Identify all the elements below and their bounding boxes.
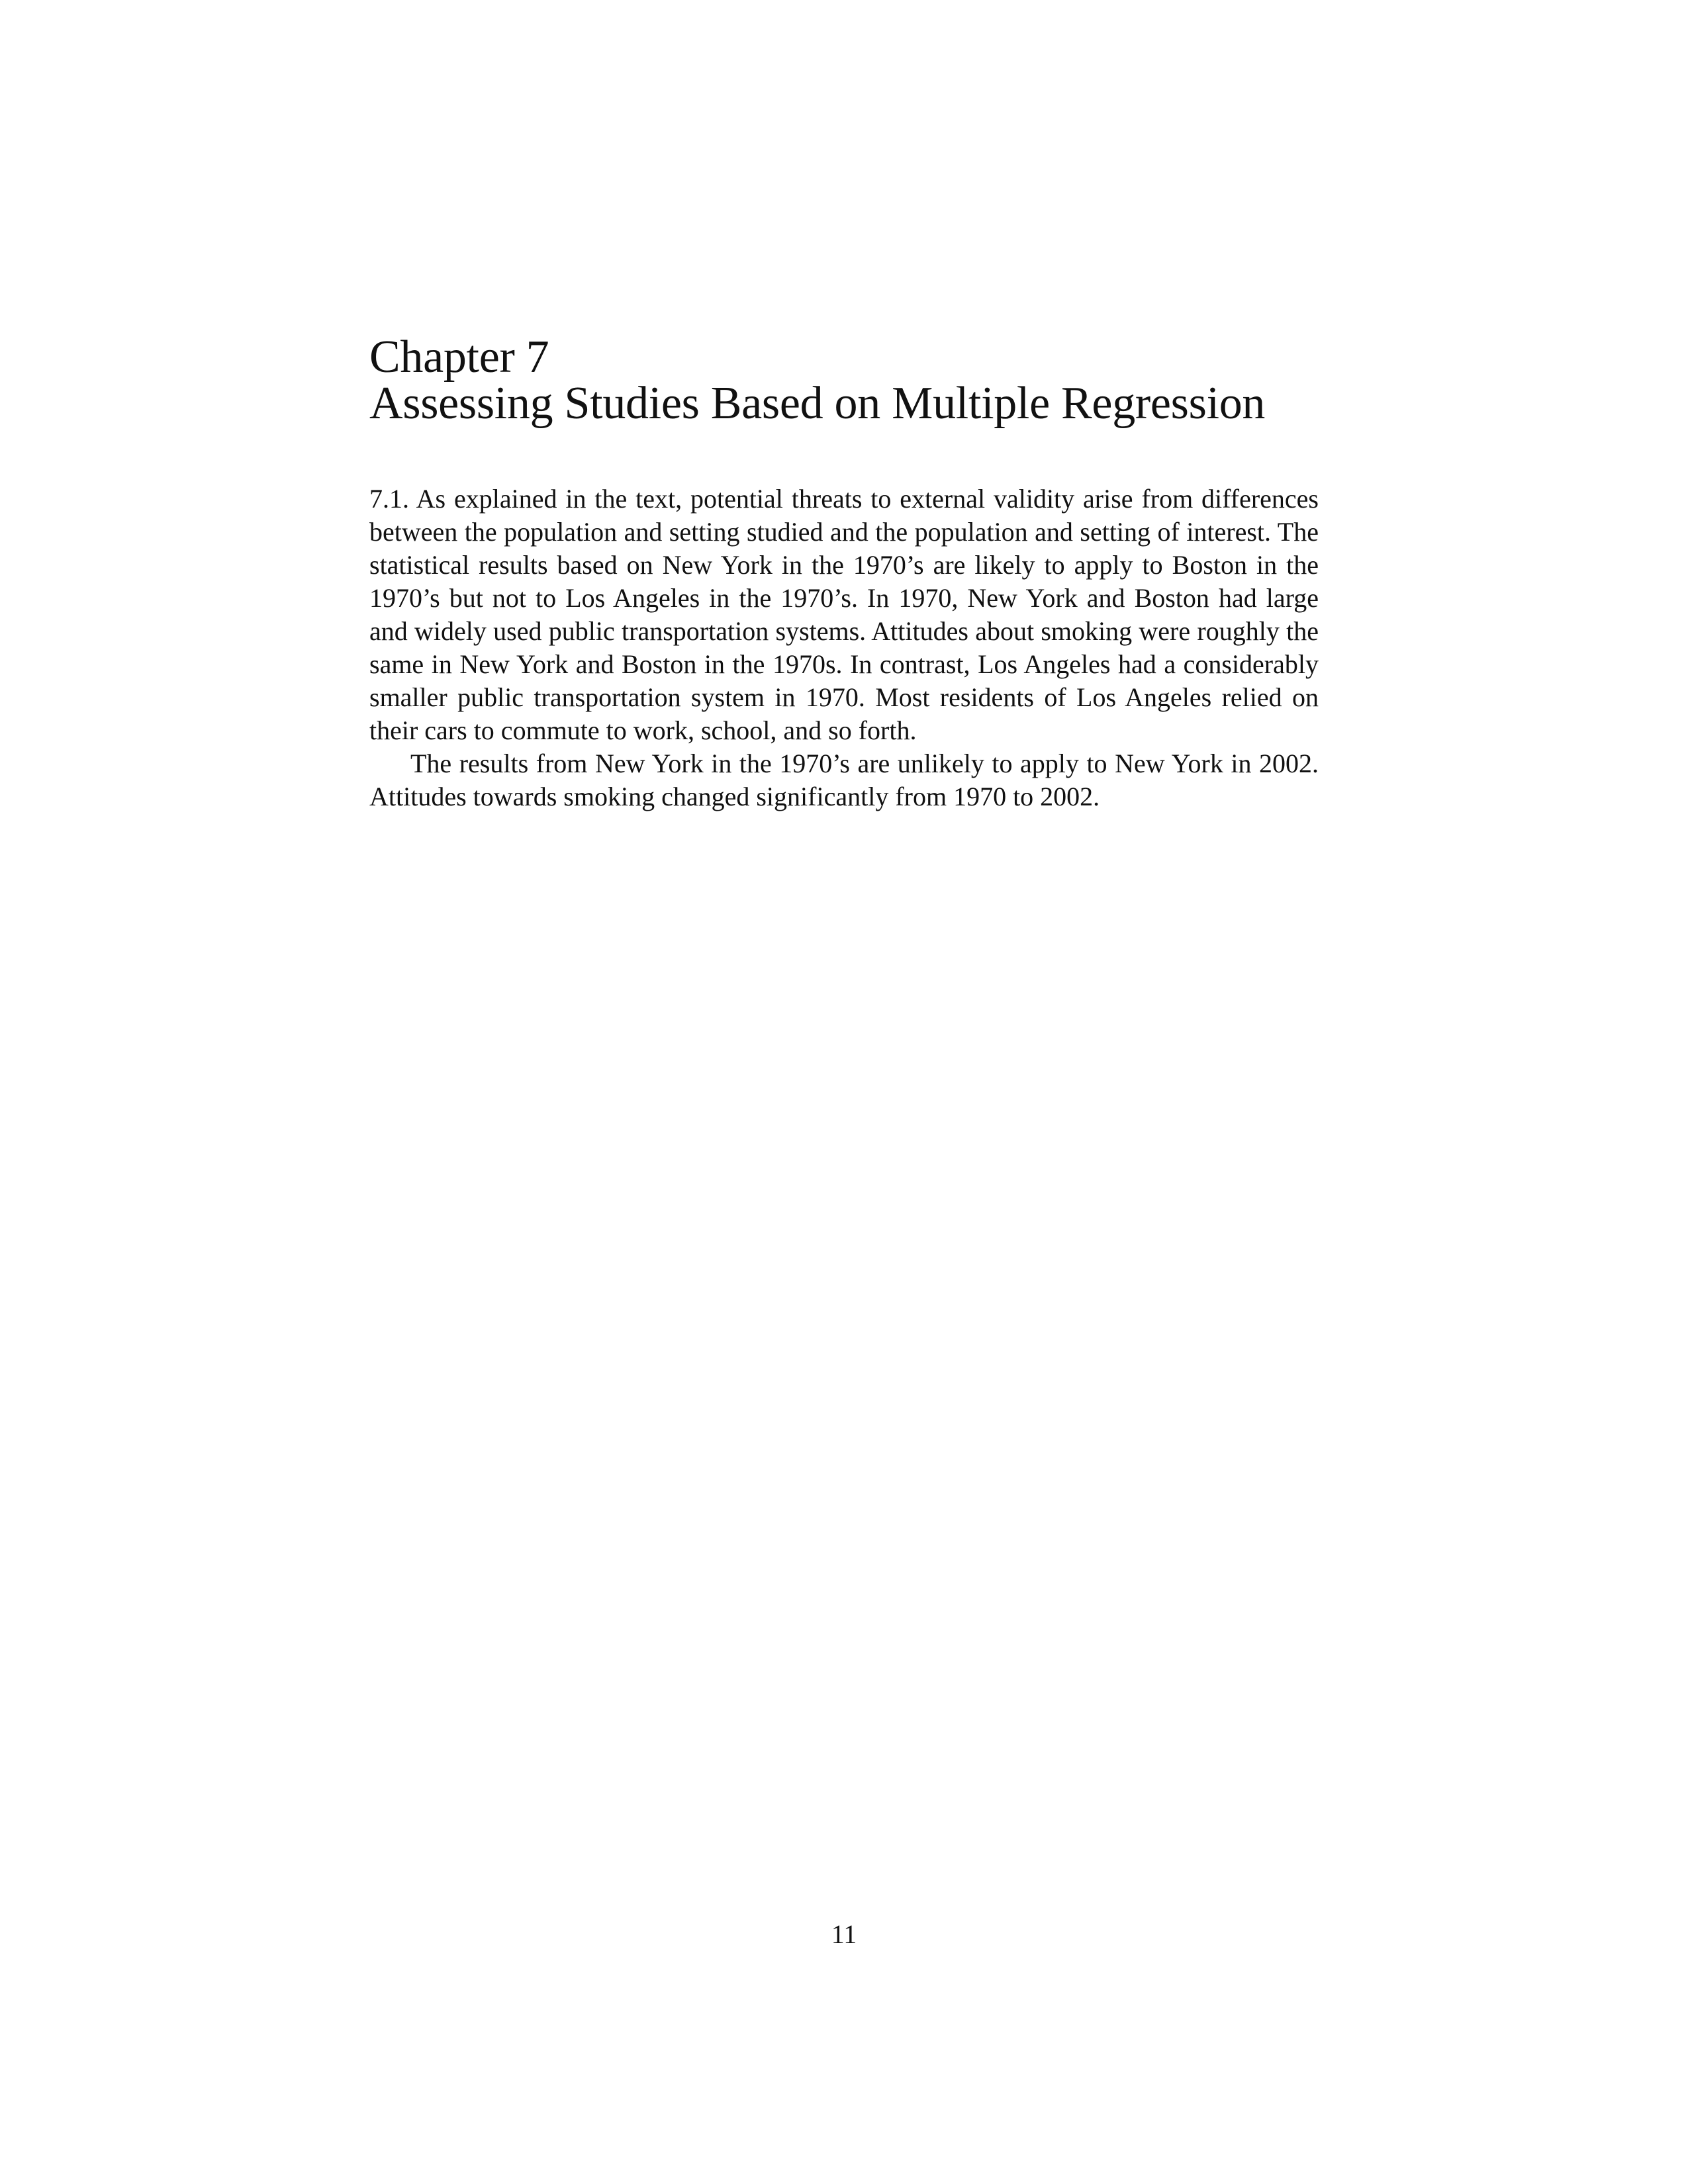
paragraph-followup: The results from New York in the 1970’s are unlikely to apply to New York in 2002. Attitudes towards smoking changed significantly from 1970 to 2002. (369, 749, 1319, 811)
page-number: 11 (831, 1919, 857, 1949)
chapter-title: Assessing Studies Based on Multiple Regression (369, 378, 1266, 429)
body-text (369, 482, 1319, 813)
chapter-heading (369, 334, 1319, 427)
chapter-number: Chapter 7 (369, 332, 549, 383)
paragraph-exercise-7-1: 7.1. As explained in the text, potential threats to external validity arise from differences between the population and setting studied and the population and setting of interest. The statistical results based on New York in the 1970’s are likely to apply to Boston in the 1970’s but not to Los Angeles in the 1970’s. In 1970, New York and Boston had large and widely used public transportation systems. Attitudes about smoking were roughly the same in New York and Boston in the 1970s. In contrast, Los Angeles had a considerably smaller public transportation system in 1970. Most residents of Los Angeles relied on their cars to commute to work, school, and so forth. (369, 484, 1319, 745)
text-block (369, 334, 1319, 813)
